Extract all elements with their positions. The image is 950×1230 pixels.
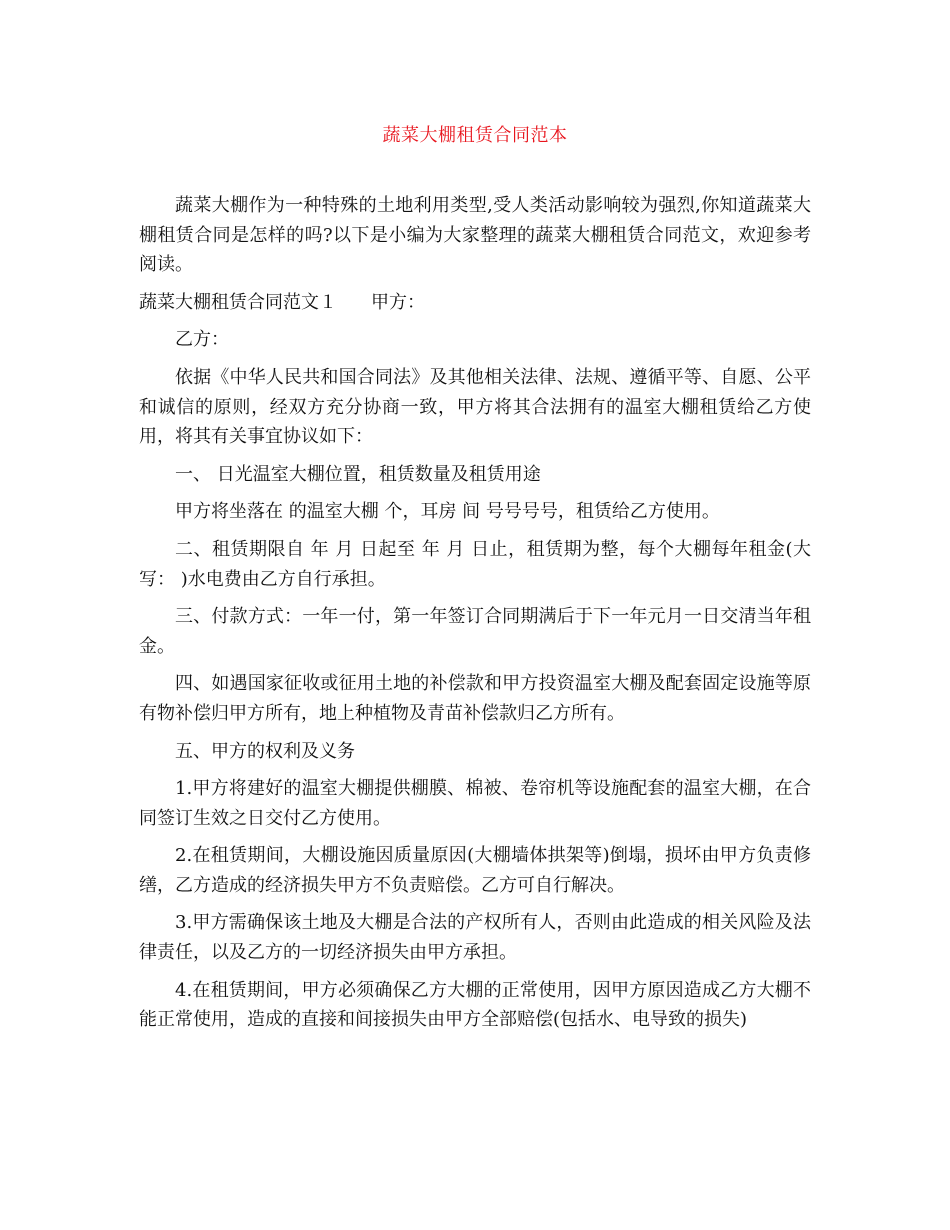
section-heading: 蔬菜大棚租赁合同范文１ [139,291,337,313]
document-title: 蔬菜大棚租赁合同范本 [382,125,568,146]
paragraph-basis: 依据《中华人民共和国合同法》及其他相关法律、法规、遵循平等、自愿、公平和诚信的原则，经双方充分协商一致，甲方将其合法拥有的温室大棚租赁给乙方使用，将其有关事宜协议如下： [139,366,811,448]
clause-5-item-3: 3.甲方需确保该土地及大棚是合法的产权所有人，否则由此造成的相关风险及法律责任，以及乙方的一切经济损失由甲方承担。 [139,912,811,964]
clause-5-item-1: 1.甲方将建好的温室大棚提供棚膜、棉被、卷帘机等设施配套的温室大棚，在合同签订生效之日交付乙方使用。 [139,778,811,829]
clause-5-item-2: 2.在租赁期间，大棚设施因质量原因(大棚墙体拱架等)倒塌，损坏由甲方负责修缮，乙方造成的经济损失甲方不负责赔偿。乙方可自行解决。 [139,845,811,896]
clause-1-body: 甲方将坐落在 的温室大棚 个，耳房 间 号号号号，租赁给乙方使用。 [175,501,720,523]
party-b-label: 乙方： [175,329,229,351]
intro-paragraph: 蔬菜大棚作为一种特殊的土地利用类型,受人类活动影响较为强烈,你知道蔬菜大棚租赁合同是怎样的吗?以下是小编为大家整理的蔬菜大棚租赁合同范文，欢迎参考阅读。 [139,195,811,276]
clause-3: 三、付款方式：一年一付，第一年签订合同期满后于下一年元月一日交清当年租金。 [139,606,811,657]
clause-5-item-4: 4.在租赁期间，甲方必须确保乙方大棚的正常使用，因甲方原因造成乙方大棚不能正常使用，造成的直接和间接损失由甲方全部赔偿(包括水、电导致的损失) [139,979,811,1031]
clause-4: 四、如遇国家征收或征用土地的补偿款和甲方投资温室大棚及配套固定设施等原有物补偿归甲方所有，地上种植物及青苗补偿款归乙方所有。 [139,673,811,724]
clause-5-heading: 五、甲方的权利及义务 [175,740,355,762]
clause-2: 二、租赁期限自 年 月 日起至 年 月 日止，租赁期为整，每个大棚每年租金(大写： )水电费由乙方自行承担。 [139,538,811,590]
section-heading-line [139,288,811,318]
party-a-label: 甲方： [371,291,425,313]
clause-1-heading: 一、 日光温室大棚位置，租赁数量及租赁用途 [175,463,541,485]
document-body [139,191,811,1043]
